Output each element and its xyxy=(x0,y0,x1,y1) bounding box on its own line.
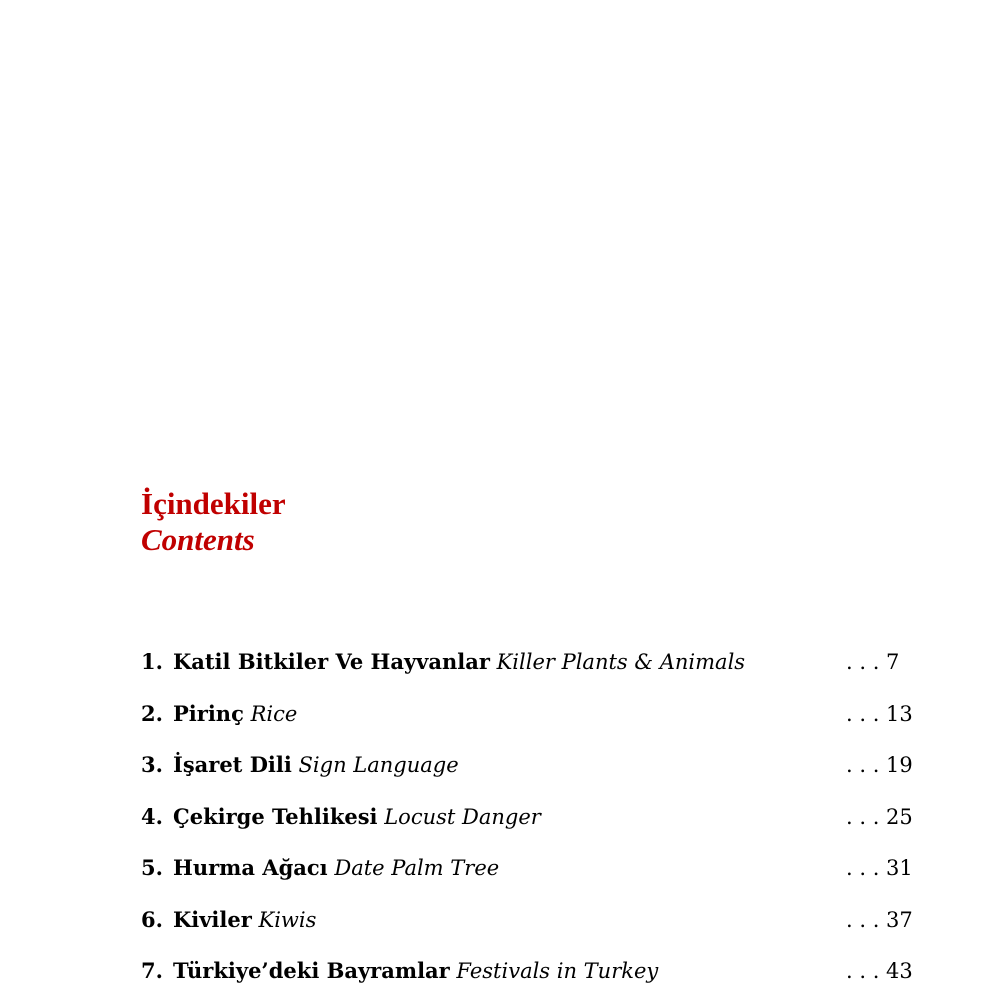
toc-entry-title-turkish: Katil Bitkiler Ve Hayvanlar xyxy=(173,649,490,674)
toc-entry-title-turkish: Kiviler xyxy=(173,906,252,932)
toc-entry-page: . . . 43 xyxy=(846,959,913,983)
toc-entry-title-english: Killer Plants & Animals xyxy=(496,650,746,674)
toc-entry-title-english: Date Palm Tree xyxy=(334,856,500,880)
toc-entry-7[interactable] xyxy=(141,953,921,1005)
toc-entry-6[interactable] xyxy=(141,902,921,954)
heading-title-turkish: İçindekiler xyxy=(141,486,286,521)
toc-entry-title-turkish: Türkiye’deki Bayramlar xyxy=(173,958,450,983)
toc-entry-title-english: Sign Language xyxy=(298,753,459,777)
toc-entry-title-english: Festivals in Turkey xyxy=(456,959,659,983)
toc-entry-number: 7. xyxy=(141,958,163,983)
table-of-contents xyxy=(141,644,921,1005)
toc-entry-number: 5. xyxy=(141,855,163,880)
toc-entry-number: 3. xyxy=(141,752,163,777)
toc-entry-5[interactable] xyxy=(141,850,921,902)
toc-entry-3[interactable] xyxy=(141,747,921,799)
toc-entry-title-turkish: Pirinç xyxy=(173,700,244,726)
toc-entry-title-english: Locust Danger xyxy=(384,804,541,829)
toc-entry-page: . . . 31 xyxy=(846,856,913,880)
toc-entry-4[interactable] xyxy=(141,799,921,851)
toc-entry-number: 2. xyxy=(141,700,163,726)
contents-heading xyxy=(141,486,286,558)
toc-entry-title-turkish: Çekirge Tehlikesi xyxy=(173,803,378,829)
toc-entry-page: . . . 37 xyxy=(846,907,913,932)
toc-entry-number: 6. xyxy=(141,906,163,932)
toc-entry-page: . . . 25 xyxy=(846,804,913,829)
toc-entry-1[interactable] xyxy=(141,644,921,696)
toc-entry-number: 4. xyxy=(141,803,163,829)
toc-entry-title-turkish: Hurma Ağacı xyxy=(173,855,328,880)
toc-entry-title-turkish: İşaret Dili xyxy=(173,752,292,777)
toc-entry-title-english: Rice xyxy=(250,701,298,726)
toc-entry-page: . . . 19 xyxy=(846,753,913,777)
toc-entry-number: 1. xyxy=(141,649,163,674)
toc-entry-title-english: Kiwis xyxy=(258,907,317,932)
toc-entry-2[interactable] xyxy=(141,696,921,748)
toc-entry-page: . . . 7 xyxy=(846,650,900,674)
heading-title-english: Contents xyxy=(141,522,255,557)
toc-entry-page: . . . 13 xyxy=(846,701,913,726)
